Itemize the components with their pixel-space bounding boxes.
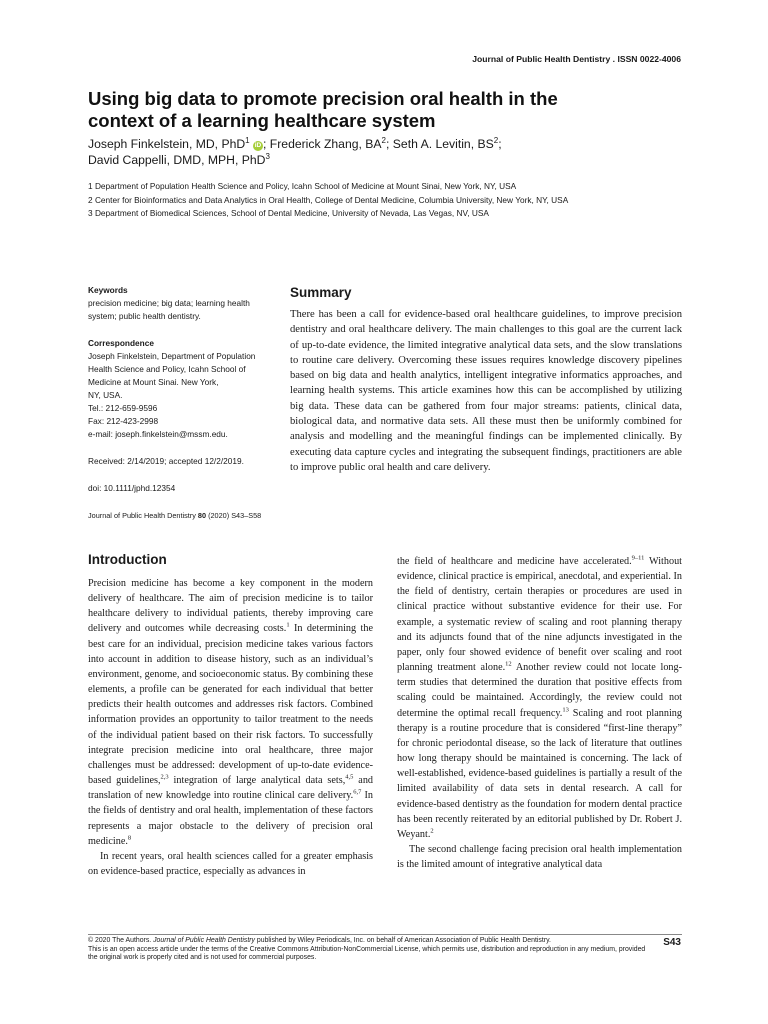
- license-text: This is an open access article under the terms of the Creative Commons Attribution-NonCommercial License, which permits use, distribution and reproduction in any medium, provided the original work is properly cited and is not used for commercial purposes.: [88, 945, 646, 961]
- copyright-suffix: published by Wiley Periodicals, Inc. on behalf of American Association of Public Health Dentistry.: [254, 937, 551, 944]
- correspondence-line: Joseph Finkelstein, Department of Population: [88, 351, 256, 361]
- introduction-right-column: [397, 554, 682, 872]
- body-paragraph: [397, 842, 682, 872]
- correspondence-line: Medicine at Mount Sinai. New York,: [88, 377, 219, 387]
- keywords-text: precision medicine; big data; learning health system; public health dentistry.: [88, 298, 250, 321]
- citation-ref: 13: [562, 706, 569, 714]
- citation-ref: 1: [286, 622, 290, 630]
- citation-ref: 9–11: [631, 554, 645, 562]
- affiliation-text: Center for Bioinformatics and Data Analytics in Oral Health, College of Dental Medicine, Columbia University, New York, NY, USA: [94, 194, 569, 205]
- author-name: David Cappelli, DMD, MPH, PhD: [88, 153, 266, 167]
- body-paragraph: [88, 576, 373, 849]
- affiliation-item: [88, 180, 688, 194]
- affiliation-item: [88, 194, 688, 208]
- citation-ref: 12: [505, 660, 512, 668]
- citation-ref: 2,3: [160, 773, 169, 781]
- author-name: Joseph Finkelstein, MD, PhD: [88, 137, 246, 151]
- introduction-heading: Introduction: [88, 552, 167, 567]
- doi: doi: 10.1111/jphd.12354: [88, 483, 176, 493]
- copyright-prefix: © 2020 The Authors.: [88, 937, 154, 944]
- paragraph-text: In determining the best care for an individual, precision medicine takes various factors into account in addition to disease history, such as an individual’s environment, genome, and socioeconomic status. By combining these elements, a profile can be generated for each individual that better predicts their health outcomes and addresses risk factors. Combined information provides an opportunity to tailor treatment to the needs of the individual patient based on their risk factors. To successfully integrate precision medicine into oral healthcare, three major challenges must be addressed: development of up-to-date evidence-based guidelines,: [88, 623, 373, 787]
- paragraph-text: In recent years, oral health sciences called for a greater emphasis on evidence-based practice, especially as advances in: [88, 850, 373, 877]
- citation-ref: 2: [430, 827, 434, 835]
- introduction-right-body: [397, 554, 682, 872]
- author-name: Frederick Zhang, BA: [269, 137, 382, 151]
- affiliations: [88, 180, 688, 221]
- copyright-line: [88, 937, 648, 946]
- affiliation-number: 2: [88, 194, 93, 205]
- paragraph-text: the field of healthcare and medicine have accelerated.: [397, 556, 632, 567]
- author-affiliation-mark: 3: [265, 151, 270, 161]
- footer-divider: [88, 934, 682, 935]
- received-date: Received: 2/14/2019; accepted 12/2/2019.: [88, 456, 244, 466]
- correspondence-line: Health Science and Policy, Icahn School of: [88, 364, 246, 374]
- summary-text: There has been a call for evidence-based oral healthcare guidelines, to improve precision dentistry and oral healthcare delivery. The main challenges to this goal are the current lack of up-to-date evidence, the limited integrative analytical data sets, and the slow translations to routine care delivery. Overcoming these issues requires knowledge discovery pipelines based on big data and health analytics, intelligent integrative informatics approaches, and learning health systems. This article examines how this can be accomplished by utilizing big data. These data can be gathered from four major streams: patients, clinical data, biological data, and normative data sets. All these must then be uniformly combined for analysis and modelling and the meaningful findings can be implemented clinically. By executing data capture cycles and integrating the subsequent findings, practitioners are able to improve public oral health and care delivery.: [290, 309, 682, 473]
- article-info-sidebar: [88, 284, 274, 522]
- citation-ref: 6,7: [353, 788, 362, 796]
- paragraph-text: Without evidence, clinical practice is empirical, anecdotal, and experiential. In the field of dentistry, certain therapies or procedures are used in clinical practice without substantive evidence for their use. For example, a systematic review of scaling and root planning therapy and its adjuncts found that of the nine adjuncts investigated in the paper, only four showed evidence of benefit over scaling and root planning treatment alone.: [397, 556, 682, 674]
- correspondence-line: Tel.: 212-659-9596: [88, 403, 158, 413]
- affiliation-number: 1: [88, 181, 93, 191]
- paragraph-text: Precision medicine has become a key component in the modern delivery of healthcare. The aim of precision medicine is to tailor healthcare delivery to individual patients, thereby improving care delivery and outcomes while decreasing costs.: [88, 578, 373, 635]
- paragraph-text: integration of large analytical data sets,: [168, 775, 346, 787]
- journal-header: Journal of Public Health Dentistry . ISSN 0022-4006: [472, 54, 681, 64]
- paragraph-text: In the fields of dentistry and oral health, implementation of these factors represents a major obstacle to the delivery of precision oral medicine.: [88, 790, 373, 847]
- author-separator: ;: [498, 137, 502, 151]
- correspondence-line: e-mail: joseph.finkelstein@mssm.edu.: [88, 429, 228, 439]
- page-number: S43: [663, 937, 681, 948]
- author-affiliation-mark: 2: [381, 135, 386, 145]
- author-affiliation-mark: 1: [245, 135, 250, 145]
- author-list: [88, 136, 558, 168]
- keywords-label: Keywords: [88, 285, 128, 295]
- summary-heading: Summary: [290, 285, 352, 300]
- citation-ref: 4,5: [345, 773, 354, 781]
- title-block: [88, 88, 688, 221]
- correspondence-text: [88, 350, 274, 441]
- correspondence-line: NY, USA.: [88, 390, 123, 400]
- author-separator: ;: [386, 137, 393, 151]
- copyright-journal: Journal of Public Health Dentistry: [153, 937, 255, 944]
- paragraph-text: Another review could not locate long-term studies that determined the duration that positive effects from scaling could be maintained. Accordingly, the review could not determine the optimal recall frequency.: [397, 662, 682, 719]
- journal-citation: [88, 509, 274, 522]
- correspondence-line: Fax: 212-423-2998: [88, 416, 159, 426]
- affiliation-text: Department of Population Health Science and Policy, Icahn School of Medicine at Mount Sinai, New York, NY, USA: [94, 181, 517, 191]
- citation-volume: 80: [197, 511, 207, 520]
- citation-ref: 8: [127, 834, 132, 842]
- affiliation-number: 3: [88, 208, 93, 219]
- affiliation-item: [88, 207, 688, 221]
- correspondence-label: Correspondence: [88, 338, 154, 348]
- author-affiliation-mark: 2: [493, 135, 499, 145]
- citation-pages: (2020) S43–S58: [206, 511, 262, 520]
- introduction-left-column: [88, 551, 373, 879]
- author-name: Seth A. Levitin, BS: [392, 137, 494, 151]
- introduction-left-body: [88, 576, 373, 879]
- body-paragraph: [397, 554, 682, 842]
- body-paragraph: [88, 849, 373, 879]
- article-title: Using big data to promote precision oral health in the context of a learning healthcare system: [88, 88, 558, 131]
- orcid-icon: iD: [254, 142, 262, 149]
- footer-copyright: [88, 937, 648, 963]
- summary-section: [290, 284, 682, 475]
- affiliation-text: Department of Biomedical Sciences, School of Dental Medicine, University of Nevada, Las Vegas, NV, USA: [94, 208, 489, 219]
- paragraph-text: Scaling and root planning therapy is a routine procedure that is considered “first-line therapy” for chronic periodontal disease, so the lack of literature that outlines how long therapy should be maintained is concerning. The lack of well-established, evidence-based guidelines is partially a result of the limited availability of data sets in dental research. A call for evidence-based dentistry as the foundation for modern dental practice has been recently reiterated by an editorial published by Dr. Robert J. Weyant.: [397, 707, 682, 840]
- author-separator: ;: [263, 137, 270, 151]
- paragraph-text: The second challenge facing precision oral health implementation is the limited amount of integrative analytical data: [397, 843, 682, 871]
- paragraph-text: and translation of new knowledge into routine clinical care delivery.: [88, 775, 374, 802]
- citation-journal: Journal of Public Health Dentistry: [88, 511, 198, 520]
